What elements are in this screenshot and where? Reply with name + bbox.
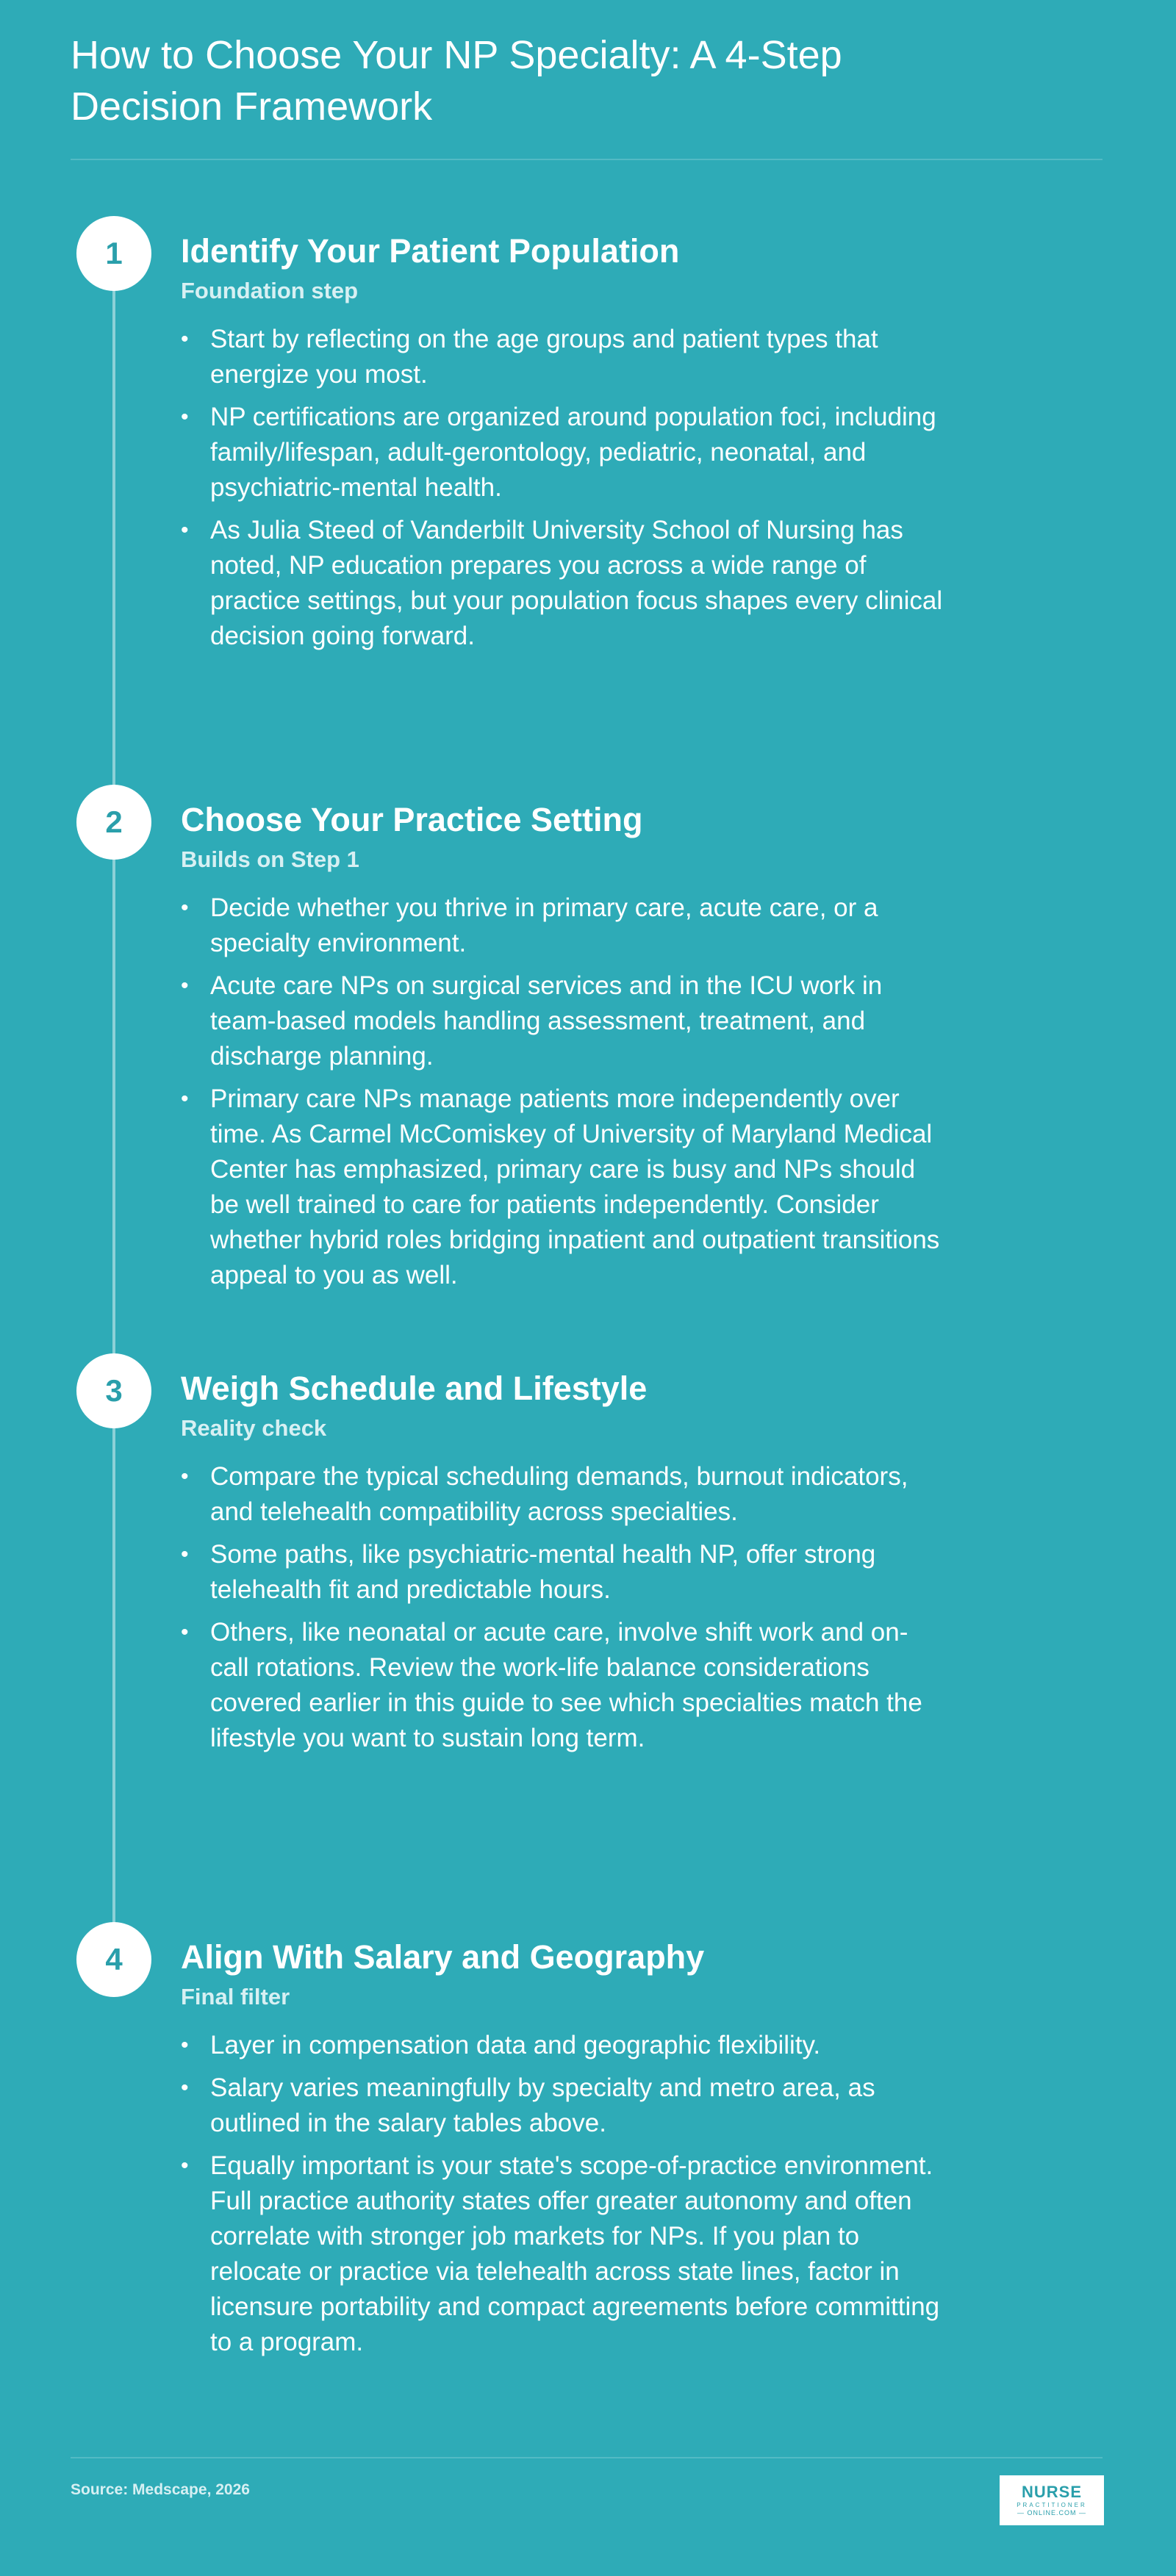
bullet-item: • Acute care NPs on surgical services and in the ICU work in team-based models handling assessment, treatment, and discharge planning.	[181, 968, 945, 1074]
bullet-item: • Compare the typical scheduling demands, burnout indicators, and telehealth compatibility across specialties.	[181, 1459, 945, 1530]
bullet-item: • Layer in compensation data and geographic flexibility.	[181, 2028, 945, 2063]
page-title: How to Choose Your NP Specialty: A 4-Step Decision Framework	[71, 33, 842, 129]
step-bullet-list	[181, 1459, 945, 1763]
step-title: Identify Your Patient Population	[181, 232, 680, 270]
step-subtitle: Foundation step	[181, 278, 359, 303]
timeline-line	[112, 254, 115, 1960]
logo-text: — ONLINE.COM —	[1017, 2508, 1086, 2516]
logo-text: PRACTITIONER	[1017, 2501, 1087, 2508]
step-subtitle: Final filter	[181, 1984, 290, 2010]
step-number-badge: 3	[76, 1353, 151, 1428]
logo-text: NURSE	[1021, 2482, 1082, 2501]
bullet-item: • Start by reflecting on the age groups and patient types that energize you most.	[181, 322, 945, 392]
step-title: Weigh Schedule and Lifestyle	[181, 1370, 648, 1407]
step-number-badge: 4	[76, 1922, 151, 1997]
step-bullet-list	[181, 322, 945, 661]
step-bullet-list	[181, 891, 945, 1300]
step-title: Choose Your Practice Setting	[181, 801, 643, 838]
step-title: Align With Salary and Geography	[181, 1938, 705, 1976]
bullet-item: • Primary care NPs manage patients more independently over time. As Carmel McComiskey of University of Maryland Medical Center has emphasized, primary care is busy and NPs should be well trained to care for patients independently. Consider whether hybrid roles bridging inpatient and outpatient transitions appeal to you as well.	[181, 1082, 945, 1293]
bullet-item: • As Julia Steed of Vanderbilt University School of Nursing has noted, NP education prepares you across a wide range of practice settings, but your population focus shapes every clinical decision going forward.	[181, 513, 945, 654]
step-subtitle: Builds on Step 1	[181, 846, 359, 872]
footer-divider	[71, 2457, 1102, 2458]
brand-logo	[1000, 2475, 1104, 2525]
step-subtitle: Reality check	[181, 1415, 327, 1441]
bullet-item: • Others, like neonatal or acute care, involve shift work and on-call rotations. Review the work-life balance considerations covered earlier in this guide to see which specialties match the lifestyle you want to sustain long term.	[181, 1615, 945, 1756]
source-note: Source: Medscape, 2026	[71, 2481, 250, 2498]
bullet-item: • Some paths, like psychiatric-mental health NP, offer strong telehealth fit and predictable hours.	[181, 1537, 945, 1608]
bullet-item: • Equally important is your state's scope-of-practice environment. Full practice authority states offer greater autonomy and often correlate with stronger job markets for NPs. If you plan to relocate or practice via telehealth across state lines, factor in licensure portability and compact agreements before committing to a program.	[181, 2148, 945, 2360]
bullet-item: • NP certifications are organized around population foci, including family/lifespan, adult-gerontology, pediatric, neonatal, and psychiatric-mental health.	[181, 400, 945, 506]
step-number-badge: 1	[76, 216, 151, 291]
bullet-item: • Salary varies meaningfully by specialty and metro area, as outlined in the salary tables above.	[181, 2070, 945, 2141]
step-number-badge: 2	[76, 785, 151, 860]
step-bullet-list	[181, 2028, 945, 2367]
bullet-item: • Decide whether you thrive in primary care, acute care, or a specialty environment.	[181, 891, 945, 961]
header-divider	[71, 159, 1102, 160]
